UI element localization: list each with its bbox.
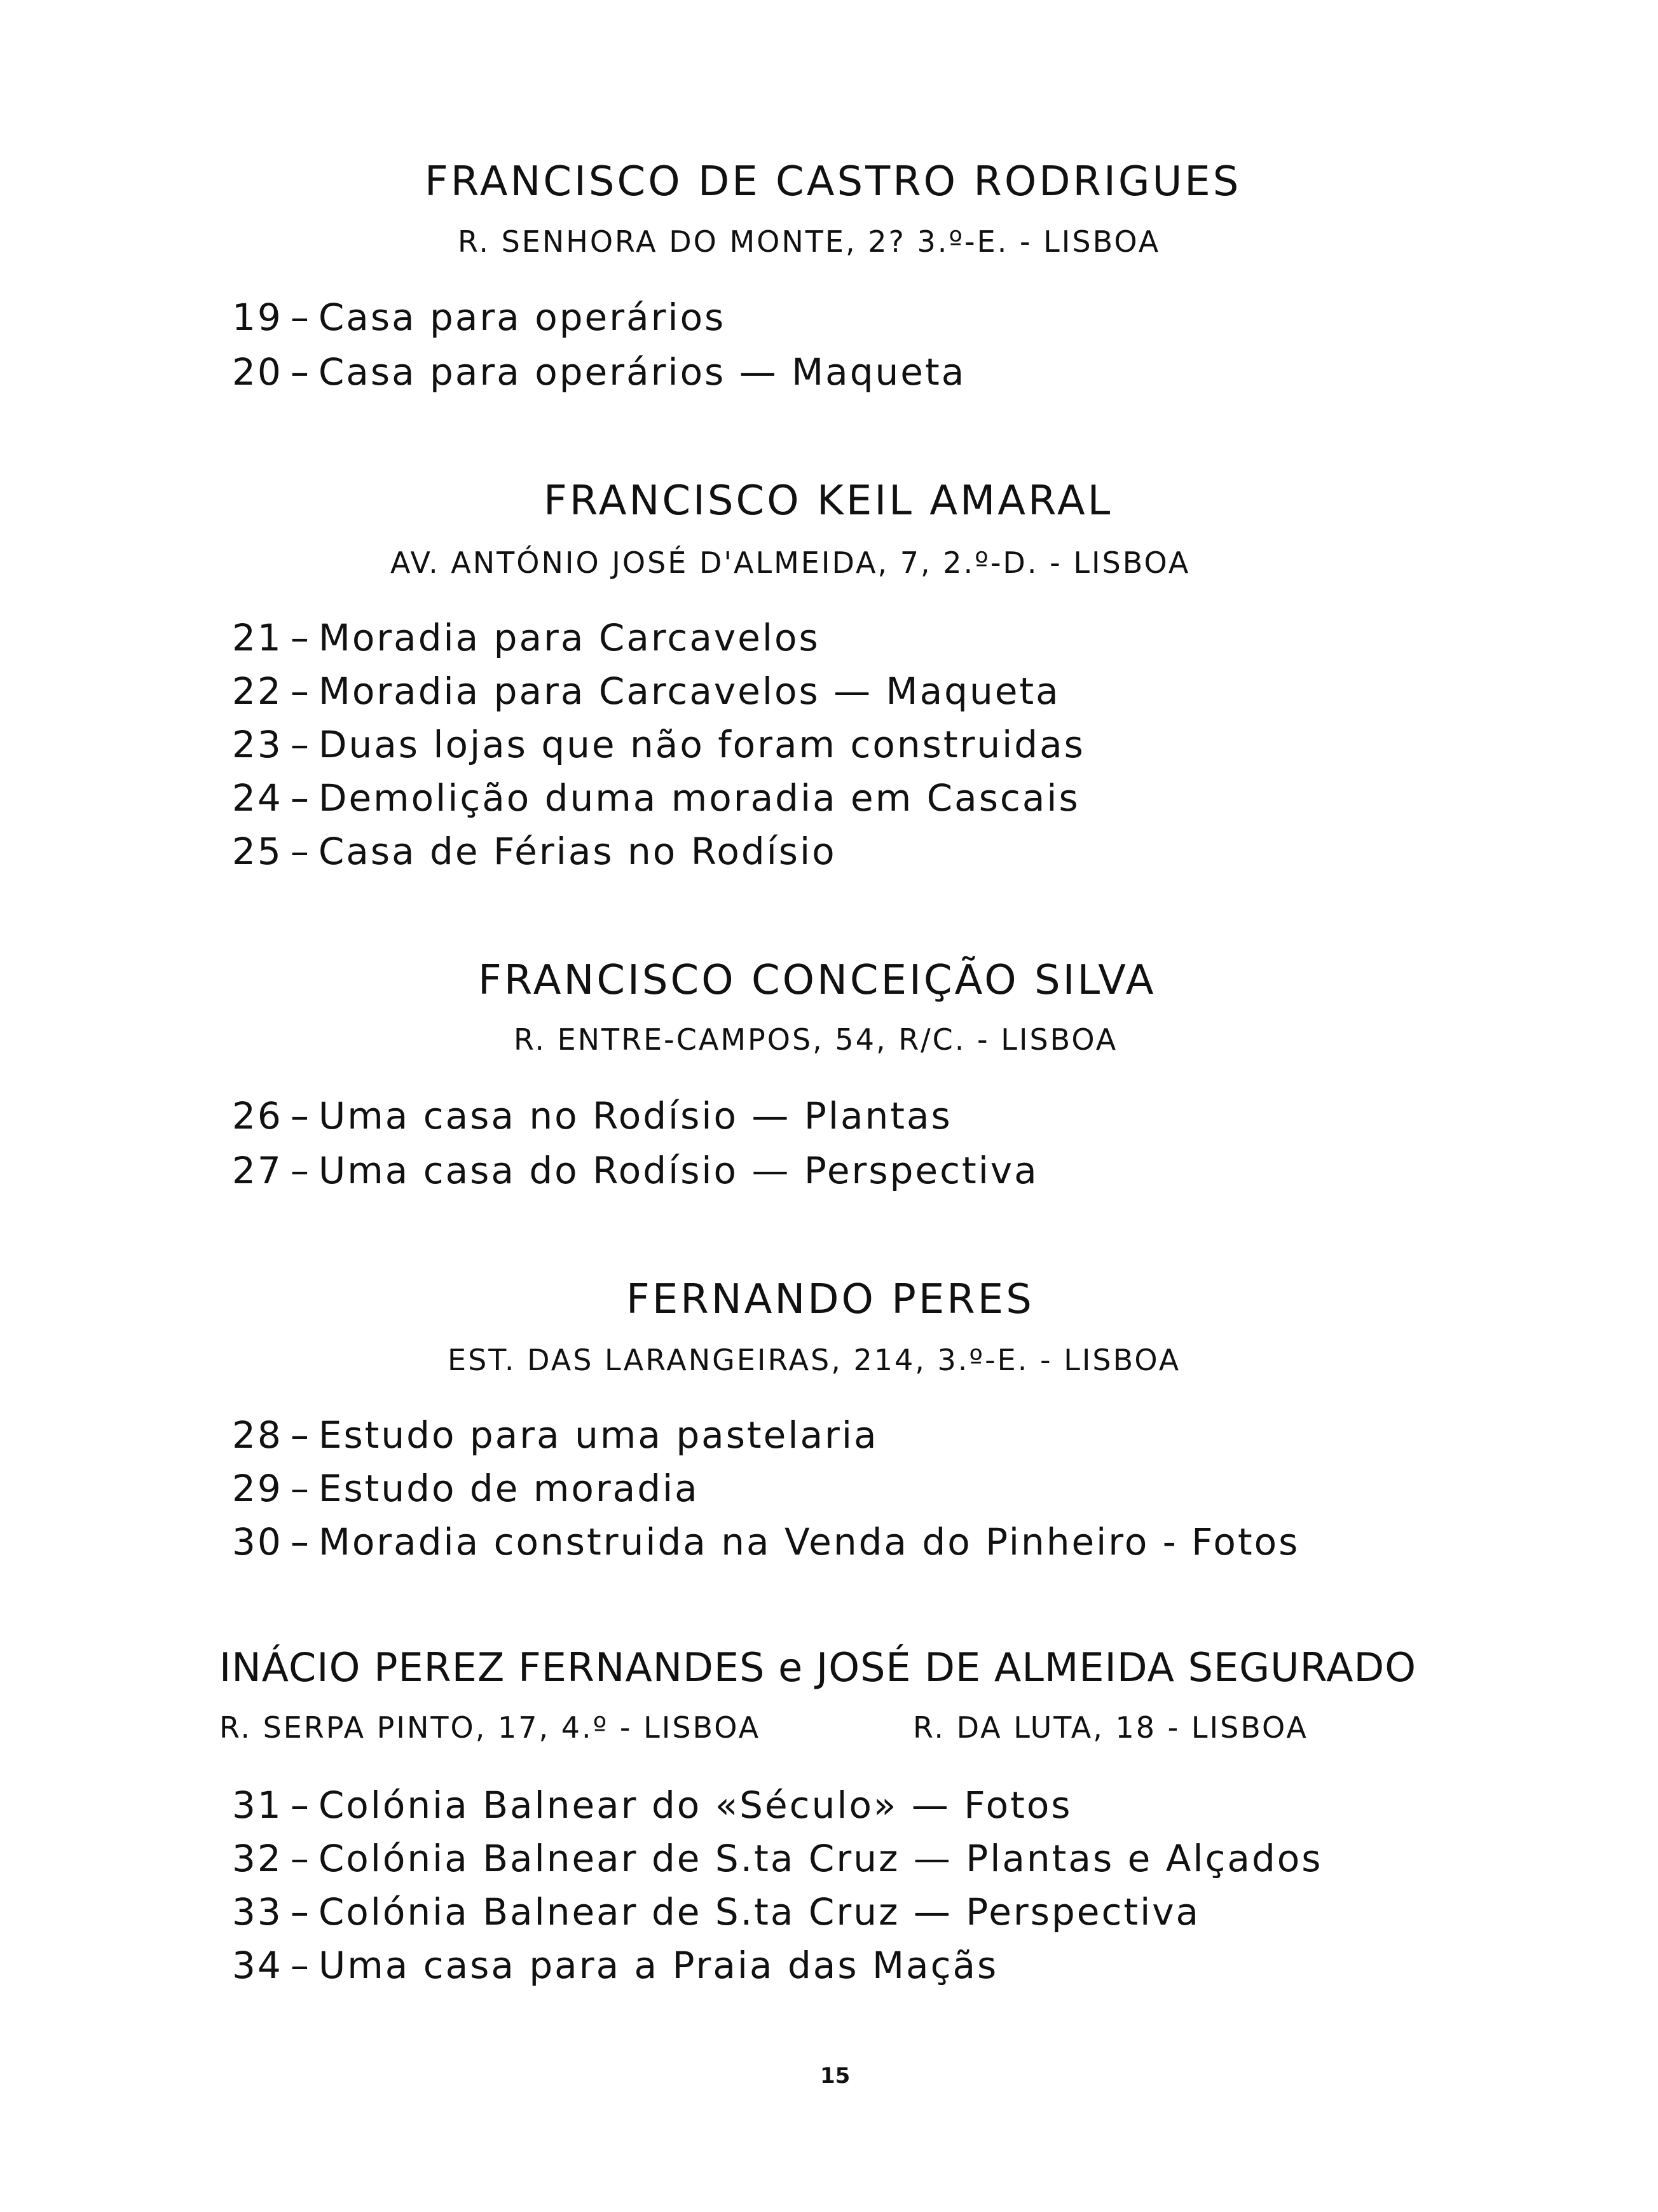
item-title: Colónia Balnear de S.ta Cruz — Plantas e Alçados <box>318 1837 1323 1880</box>
architect-address: R. SENHORA DO MONTE, 2? 3.º-E. - LISBOA <box>458 224 1161 259</box>
item-title: Uma casa para a Praia das Maçãs <box>318 1944 999 1987</box>
item-number: 25 <box>232 830 283 873</box>
item-title: Uma casa no Rodísio — Plantas <box>318 1094 952 1137</box>
architect-address: EST. DAS LARANGEIRAS, 214, 3.º-E. - LISBOA <box>448 1343 1181 1377</box>
architect-name: FRANCISCO CONCEIÇÃO SILVA <box>478 957 1156 1004</box>
list-item <box>232 1783 1072 1827</box>
list-item <box>232 1413 879 1457</box>
list-item <box>232 1890 1201 1934</box>
item-title: Casa para operários <box>318 296 726 339</box>
item-title: Colónia Balnear de S.ta Cruz — Perspectiva <box>318 1890 1201 1934</box>
architect-address-left: R. SERPA PINTO, 17, 4.º - LISBOA <box>219 1710 761 1745</box>
item-number: 24 <box>232 776 283 820</box>
item-title: Moradia para Carcavelos <box>318 616 820 659</box>
item-number: 21 <box>232 616 283 659</box>
item-title: Uma casa do Rodísio — Perspectiva <box>318 1149 1039 1192</box>
item-number: 28 <box>232 1413 283 1457</box>
item-separator: – <box>290 1520 311 1563</box>
item-title: Moradia para Carcavelos — Maqueta <box>318 670 1060 713</box>
list-item <box>232 776 1080 820</box>
item-separator: – <box>290 616 311 659</box>
item-title: Colónia Balnear do «Século» — Fotos <box>318 1783 1072 1827</box>
item-separator: – <box>290 1094 311 1137</box>
list-item <box>232 1520 1300 1563</box>
architect-name: FRANCISCO KEIL AMARAL <box>544 477 1113 525</box>
item-separator: – <box>290 1413 311 1457</box>
list-item <box>232 1149 1039 1192</box>
list-item <box>232 1944 999 1987</box>
item-number: 26 <box>232 1094 283 1137</box>
item-separator: – <box>290 1783 311 1827</box>
architects-joint-names: INÁCIO PEREZ FERNANDES e JOSÉ DE ALMEIDA SEGURADO <box>219 1644 1417 1691</box>
list-item <box>232 1467 699 1510</box>
item-separator: – <box>290 830 311 873</box>
item-number: 29 <box>232 1467 283 1510</box>
item-separator: – <box>290 296 311 339</box>
list-item <box>232 830 837 873</box>
item-title: Casa para operários — Maqueta <box>318 350 966 394</box>
item-number: 19 <box>232 296 283 339</box>
item-separator: – <box>290 1890 311 1934</box>
list-item <box>232 350 966 394</box>
item-number: 30 <box>232 1520 283 1563</box>
item-title: Estudo para uma pastelaria <box>318 1413 879 1457</box>
item-separator: – <box>290 350 311 394</box>
item-number: 23 <box>232 723 283 766</box>
item-number: 27 <box>232 1149 283 1192</box>
architect-address: R. ENTRE-CAMPOS, 54, R/C. - LISBOA <box>514 1022 1118 1057</box>
list-item <box>232 1837 1323 1880</box>
item-title: Demolição duma moradia em Cascais <box>318 776 1080 820</box>
item-title: Casa de Férias no Rodísio <box>318 830 837 873</box>
list-item <box>232 670 1060 713</box>
list-item <box>232 1094 952 1137</box>
list-item <box>232 723 1085 766</box>
item-separator: – <box>290 776 311 820</box>
item-separator: – <box>290 1149 311 1192</box>
item-separator: – <box>290 1467 311 1510</box>
list-item <box>232 616 820 659</box>
item-number: 32 <box>232 1837 283 1880</box>
item-number: 20 <box>232 350 283 394</box>
architect-name: FERNANDO PERES <box>626 1276 1034 1323</box>
item-separator: – <box>290 670 311 713</box>
architect-address: AV. ANTÓNIO JOSÉ D'ALMEIDA, 7, 2.º-D. - LISBOA <box>390 546 1191 580</box>
item-title: Estudo de moradia <box>318 1467 699 1510</box>
list-item <box>232 296 726 339</box>
item-number: 22 <box>232 670 283 713</box>
item-number: 34 <box>232 1944 283 1987</box>
item-title: Moradia construida na Venda do Pinheiro - Fotos <box>318 1520 1300 1563</box>
item-separator: – <box>290 1837 311 1880</box>
item-number: 33 <box>232 1890 283 1934</box>
item-number: 31 <box>232 1783 283 1827</box>
item-separator: – <box>290 723 311 766</box>
architect-address-right: R. DA LUTA, 18 - LISBOA <box>913 1710 1308 1745</box>
architect-name: FRANCISCO DE CASTRO RODRIGUES <box>425 158 1242 205</box>
item-separator: – <box>290 1944 311 1987</box>
item-title: Duas lojas que não foram construidas <box>318 723 1085 766</box>
page-number: 15 <box>820 2063 851 2089</box>
